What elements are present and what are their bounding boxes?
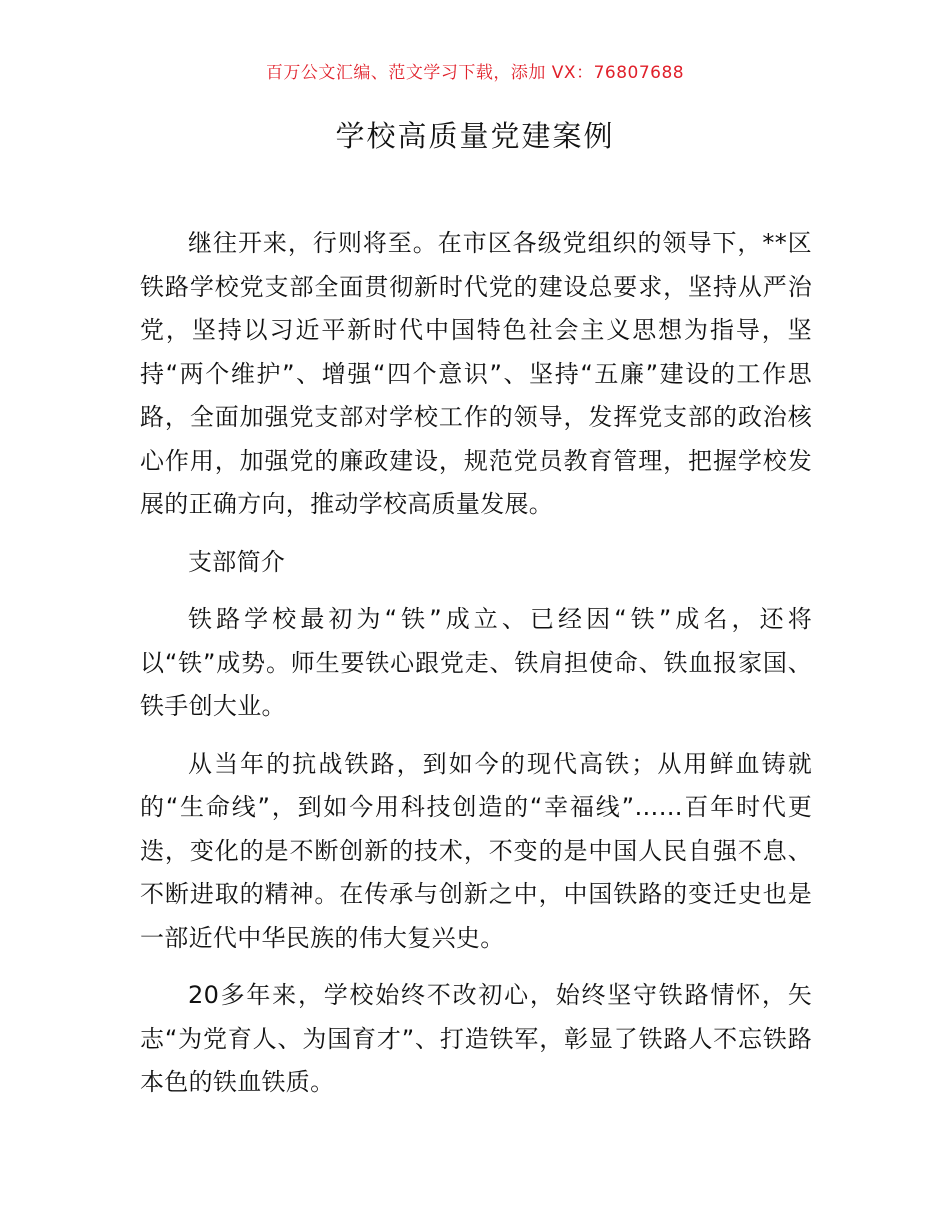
paragraph-railway-history: 从当年的抗战铁路，到如今的现代高铁；从用鲜血铸就的“生命线”，到如今用科技创造的“幸福线”……百年时代更迭，变化的是不断创新的技术，不变的是中国人民自强不息、不断进取的精神。在传承与创新之中，中国铁路的变迁史也是一部近代中华民族的伟大复兴史。 (140, 749, 812, 952)
header-watermark-note: 百万公文汇编、范文学习下载，添加 VX：76807688 (265, 63, 685, 83)
paragraph-iron-spirit: 铁路学校最初为“铁”成立、已经因“铁”成名，还将以“铁”成势。师生要铁心跟党走、铁肩担使命、铁血报家国、铁手创大业。 (140, 605, 812, 720)
section-heading-branch-intro: 支部简介 (188, 547, 286, 576)
paragraph-school-mission: 20多年来，学校始终不改初心，始终坚守铁路情怀，矢志“为党育人、为国育才”、打造铁军，彰显了铁路人不忘铁路本色的铁血铁质。 (140, 981, 812, 1096)
paragraph-intro: 继往开来，行则将至。在市区各级党组织的领导下，**区铁路学校党支部全面贯彻新时代党的建设总要求，坚持从严治党，坚持以习近平新时代中国特色社会主义思想为指导，坚持“两个维护”、增强“四个意识”、坚持“五廉”建设的工作思路，全面加强党支部对学校工作的领导，发挥党支部的政治核心作用，加强党的廉政建设，规范党员教育管理，把握学校发展的正确方向，推动学校高质量发展。 (140, 229, 812, 518)
document-body (140, 222, 812, 1119)
page-title: 学校高质量党建案例 (335, 119, 615, 153)
